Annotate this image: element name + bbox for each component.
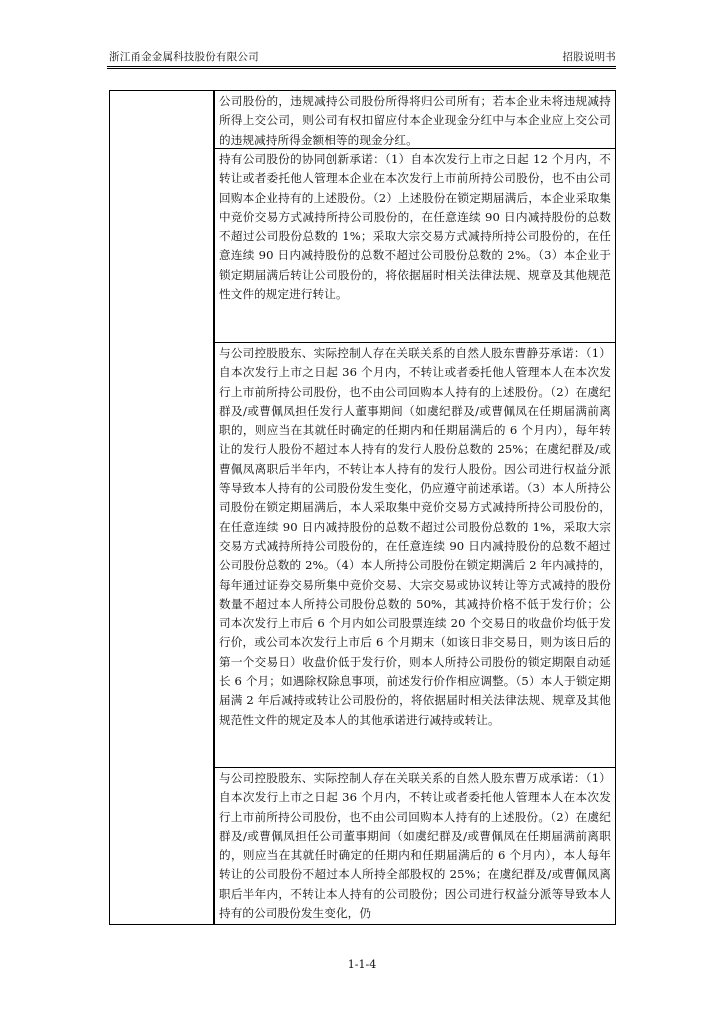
header-rule-thin [107,68,616,69]
header-document-type: 招股说明书 [562,51,616,63]
header-company-name: 浙江甬金金属科技股份有限公司 [109,51,259,63]
table-content-column [215,91,615,924]
table-cell-reduction-penalty: 公司股份的，违规减持公司股份所得将归公司所有；若本企业未将违规减持所得上交公司，则公司有权扣留应付本企业现金分红中与本企业应上交公司的违规减持所得金额相等的现金分红。 [219,94,611,147]
table-cell-xietong-commitment: 持有公司股份的协同创新承诺：（1）自本次发行上市之日起 12 个月内，不转让或者委托他人管理本企业在本次发行上市前所持公司股份，也不由公司回购本企业持有的上述股份。（2）上述股份在锁定期届满后，本企业采取集中竞价交易方式减持所持公司股份的，在任意连续 90 日内减持股份的总数不超过公司股份总数的 1%；采取大宗交易方式减持所持公司股份的，在任意连续 90 日内减持股份的总数不超过公司股份总数的 2%。（3）本企业于锁定期届满后转让公司股份的，将依据届时相关法律法规、规章及其他规范性文件的规定进行转让。 [219,152,611,302]
header-rule [107,66,616,67]
table-cell-cao-jingfen-commitment: 与公司控股股东、实际控制人存在关联关系的自然人股东曹静芬承诺：（1）自本次发行上市之日起 36 个月内，不转让或者委托他人管理本人在本次发行上市前所持公司股份，也不由公司回购本人持有的上述股份。（2）在虞纪群及/或曹佩凤担任发行人董事期间（如虞纪群及/或曹佩凤在任期届满前离职的，则应当在其就任时确定的任期内和任期届满后的 6 个月内），每年转让的发行人股份不超过本人持有的发行人股份总数的 25%；在虞纪群及/或曹佩凤离职后半年内，不转让本人持有的发行人股份。因公司进行权益分派等导致本人持有的公司股份发生变化，仍应遵守前述承诺。（3）本人所持公司股份在锁定期届满后，本人采取集中竞价交易方式减持所持公司股份的，在任意连续 90 日内减持股份的总数不超过公司股份总数的 1%，采取大宗交易方式减持所持公司股份的，在任意连续 90 日内减持股份的总数不超过公司股份总数的 2%。（4）本人所持公司股份在锁定期满后 2 年内减持的，每年通过证券交易所集中竞价交易、大宗交易或协议转让等方式减持的股份数量不超过本人所持公司股份总数的 50%，其减持价格不低于发行价；公司本次发行上市后 6 个月内如公司股票连续 20 个交易日的收盘价均低于发行价，或公司本次发行上市后 6 个月期末（如该日非交易日，则为该日后的第一个交易日）收盘价低于发行价，则本人所持公司股份的锁定期限自动延长 6 个月；如遇除权除息事项，前述发行价作相应调整。（5）本人于锁定期届满 2 年后减持或转让公司股份的，将依据届时相关法律法规、规章及其他规范性文件的规定及本人的其他承诺进行减持或转让。 [219,346,611,727]
commitment-table [109,90,616,925]
table-label-column [110,91,215,924]
table-cell-cao-wancheng-commitment: 与公司控股股东、实际控制人存在关联关系的自然人股东曹万成承诺：（1）自本次发行上市之日起 36 个月内，不转让或者委托他人管理本人在本次发行上市前所持公司股份，也不由公司回购本人持有的上述股份。（2）在虞纪群及/或曹佩凤担任公司董事期间（如虞纪群及/或曹佩凤在任期届满前离职的，则应当在其就任时确定的任期内和任期届满后的 6 个月内），本人每年转让的公司股份不超过本人所持全部股权的 25%；在虞纪群及/或曹佩凤离职后半年内，不转让本人持有的公司股份；因公司进行权益分派等导致本人持有的公司股份发生变化，仍 [219,771,611,921]
page-number: 1-1-4 [347,958,377,971]
